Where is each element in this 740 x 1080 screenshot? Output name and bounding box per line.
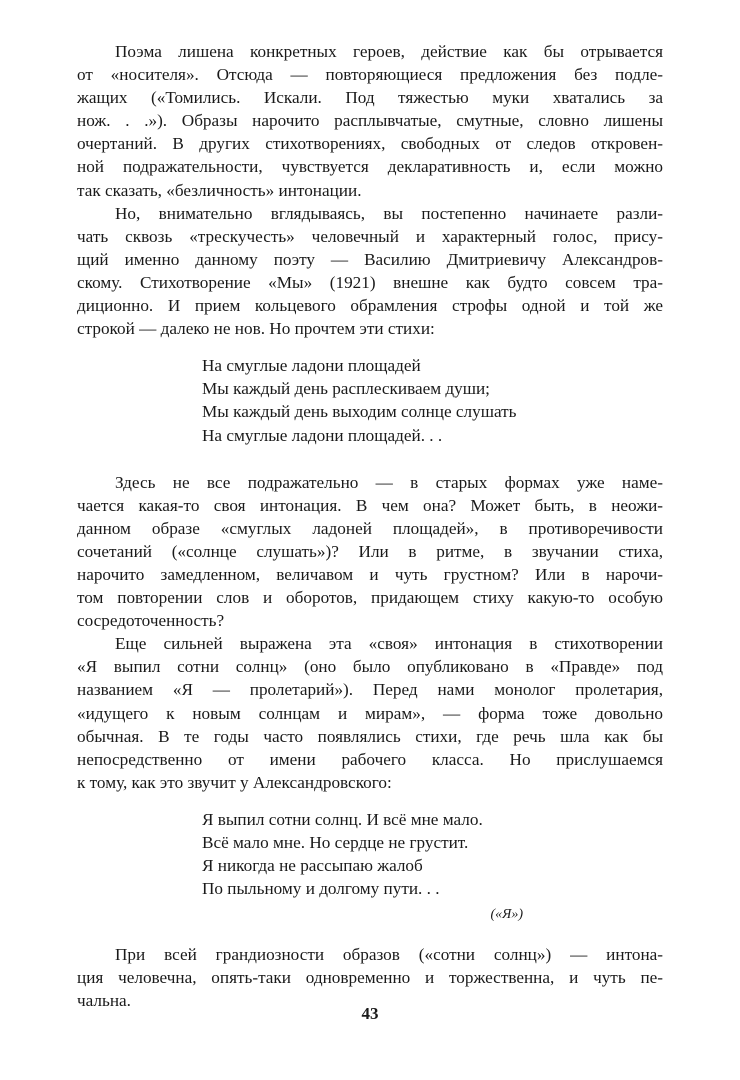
text-line: чается какая-то своя интонация. В чем она? Может быть, в неожи- — [77, 495, 663, 515]
text-line: «Я выпил сотни солнц» (оно было опубликовано в «Правде» под — [77, 657, 663, 677]
paragraph-5 — [77, 943, 663, 1012]
text-line: названием «Я — пролетарий»). Перед нами монолог пролетария, — [77, 680, 663, 700]
text-line: ция человечна, опять-таки одновременно и торжественна, и чуть пе- — [77, 968, 663, 988]
verse-line: По пыльному и долгому пути. . . — [202, 879, 440, 899]
paragraph-1 — [77, 40, 663, 202]
page-number: 43 — [361, 1004, 379, 1023]
text-line: к тому, как это звучит у Александровского: — [77, 772, 392, 792]
text-line: сосредоточенность? — [77, 611, 225, 631]
text-line: том повторении слов и оборотов, придающем стиху какую-то особую — [77, 588, 663, 608]
text-line: обычная. В те годы часто появлялись стихи, где речь шла как бы — [77, 726, 663, 746]
verse-line: Я выпил сотни солнц. И всё мне мало. — [202, 809, 483, 829]
text-line: очертаний. В других стихотворениях, свободных от следов откровен- — [77, 134, 663, 154]
text-line: щий именно данному поэту — Василию Дмитриевичу Александров- — [77, 249, 663, 269]
text-line: так сказать, «безличность» интонации. — [77, 180, 362, 200]
text-line: нож. . .»). Образы нарочито расплывчатые, смутные, словно лишены — [77, 111, 663, 131]
verse-line: На смуглые ладони площадей — [202, 356, 421, 376]
paragraph-4 — [77, 632, 663, 794]
page-body — [77, 40, 663, 1013]
verse-line: На смуглые ладони площадей. . . — [202, 425, 443, 445]
text-line: чальна. — [77, 991, 131, 1011]
text-line: Но, внимательно вглядываясь, вы постепенно начинаете разли- — [115, 203, 663, 223]
verse-quote-2 — [202, 808, 663, 900]
text-line: При всей грандиозности образов («сотни солнц») — интона- — [115, 945, 663, 965]
text-line: строкой — далеко не нов. Но прочтем эти стихи: — [77, 319, 435, 339]
text-line: данном образе «смуглых ладоней площадей», в противоречивости — [77, 518, 663, 538]
text-line: диционно. И прием кольцевого обрамления строфы одной и той же — [77, 296, 663, 316]
text-line: от «носителя». Отсюда — повторяющиеся предложения без подле- — [77, 65, 663, 85]
verse-line: Всё мало мне. Но сердце не грустит. — [202, 833, 469, 852]
verse-attribution: («Я») — [490, 907, 523, 923]
text-line: скому. Стихотворение «Мы» (1921) внешне как будто совсем тра- — [77, 272, 663, 292]
text-line: ной подражательности, чувствуется декларативность и, если можно — [77, 157, 663, 177]
text-line: нарочито замедленном, величавом и чуть грустном? Или в нарочи- — [77, 564, 663, 584]
text-line: Здесь не все подражательно — в старых формах уже наме- — [115, 472, 663, 492]
paragraph-3 — [77, 471, 663, 633]
verse-line: Я никогда не рассыпаю жалоб — [202, 856, 423, 876]
verse-line: Мы каждый день расплескиваем души; — [202, 379, 490, 399]
text-line: жащих («Томились. Искали. Под тяжестью муки хватались за — [77, 88, 663, 108]
paragraph-2 — [77, 202, 663, 341]
text-line: сочетаний («солнце слушать»)? Или в ритме, в звучании стиха, — [77, 541, 663, 561]
verse-quote-1 — [202, 354, 663, 446]
text-line: непосредственно от имени рабочего класса. Но прислушаемся — [77, 749, 663, 769]
text-line: Еще сильней выражена эта «своя» интонация в стихотворении — [115, 634, 663, 654]
verse-line: Мы каждый день выходим солнце слушать — [202, 402, 517, 422]
text-line: чать сквозь «трескучесть» человечный и характерный голос, прису- — [77, 226, 663, 246]
text-line: «идущего к новым солнцам и мирам», — форма тоже довольно — [77, 703, 663, 723]
text-line: Поэма лишена конкретных героев, действие как бы отрывается — [115, 42, 663, 61]
